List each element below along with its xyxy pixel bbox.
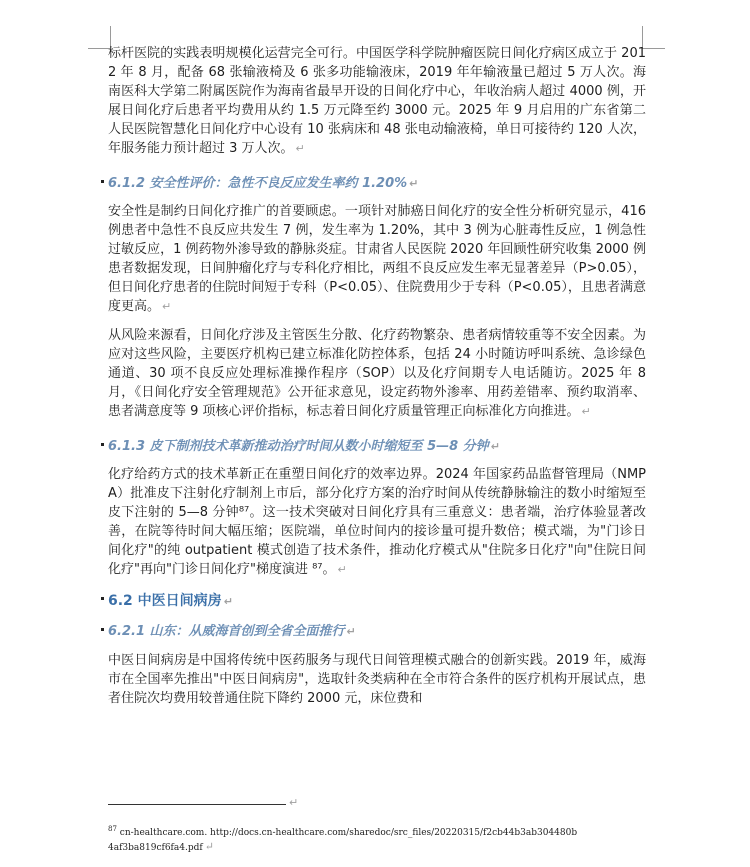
paragraph-subcutaneous: 化疗给药方式的技术革新正在重塑日间化疗的效率边界。2024 年国家药品监督管理局（NMPA）批准皮下注射化疗制剂上市后，部分化疗方案的治疗时间从传统静脉输注的数小时缩短至皮下注射的 5—8 分钟⁸⁷。这一技术突破对日间化疗具有三重意义：患者端，治疗体验显著改善，在院等待时间大幅压缩；医院端，单位时间内的接诊量可提升数倍；模式端，为"门诊日间化疗"的纯 outpatient 模式创造了技术条件，推动化疗模式从"住院多日化疗"向"住院日间化疗"再向"门诊日间化疗"梯度演进 ⁸⁷。 ↵ [108,467,646,577]
paragraph-tcm-day-ward: 中医日间病房是中国将传统中医药服务与现代日间管理模式融合的创新实践。2019 年，威海市在全国率先推出"中医日间病房"，选取针灸类病种在全市符合条件的医疗机构开展试点，患者住院次均费用较普通住院下降约 2000 元，床位费和 [108,653,646,706]
paragraph-mark: ↵ [295,142,305,155]
heading-6-1-2: 6.1.2 安全性评价：急性不良反应发生率约 1.20% ↵ [108,174,646,193]
paragraph-mark: ↵ [289,796,299,809]
paragraph-safety: 安全性是制约日间化疗推广的首要顾虑。一项针对肺癌日间化疗的安全性分析研究显示，416 例患者中急性不良反应共发生 7 例，发生率为 1.20%，其中 3 例为心脏毒性反应，1 例急性过敏反应，1 例药物外渗导致的静脉炎症。甘肃省人民医院 2020 年回顾性研究收集 2000 例患者数据发现，日间肿瘤化疗与专科化疗相比，两组不良反应发生率无显著差异（P>0.05），但日间化疗患者的住院时间短于专科（P<0.05）、住院费用少于专科（P<0.05），且患者满意度更高。 ↵ [108,204,646,314]
paragraph-mark: ↵ [490,440,500,453]
paragraph-mark: ↵ [223,595,233,608]
paragraph-mark: ↵ [409,177,419,190]
paragraph-mark: ↵ [337,563,347,576]
paragraph-mark: ↵ [162,300,172,313]
paragraph-benchmark-hospitals: 标杆医院的实践表明规模化运营完全可行。中国医学科学院肿瘤医院日间化疗病区成立于 2012 年 8 月，配备 68 张输液椅及 6 张多功能输液床，2019 年年输液量已超过 5 万人次。海南医科大学第二附属医院作为海南省最早开设的日间化疗中心，年收治病人超过 4000 例，开展日间化疗后患者平均费用从约 1.5 万元降至约 3000 元。2025 年 9 月启用的广东省第二人民医院智慧化日间化疗中心设有 10 张病床和 48 张电动输液椅，单日可接待约 120 人次，年服务能力预计超过 3 万人次。 ↵ [108,46,646,156]
footnote-text: cn-healthcare.com. http://docs.cn-healthcare.com/sharedoc/src_files/20220315/f2cb44b3ab304480b4af3ba819cf6fa4.pdf [108,828,578,853]
heading-6-2: 6.2 中医日间病房 ↵ [108,591,646,612]
footnote [108,823,578,855]
footnote-separator [108,804,286,805]
paragraph-mark: ↵ [581,405,591,418]
heading-6-2-1: 6.2.1 山东：从威海首创到全省全面推行 ↵ [108,622,646,641]
paragraph-mark: ↵ [204,840,214,853]
heading-bullet [101,443,104,446]
paragraph-risk-sources: 从风险来源看，日间化疗涉及主管医生分散、化疗药物繁杂、患者病情较重等不安全因素。为应对这些风险，主要医疗机构已建立标准化防控体系，包括 24 小时随访呼叫系统、急诊绿色通道、30 项不良反应处理标准操作程序（SOP）以及化疗间期专人电话随访。2025 年 8 月，《日间化疗安全管理规范》公开征求意见，设定药物外渗率、用药差错率、预约取消率、患者满意度等 9 项核心评价指标，标志着日间化疗质量管理正向标准化方向推进。 ↵ [108,328,646,419]
document-body [108,44,646,708]
heading-bullet [101,180,104,183]
heading-6-1-3: 6.1.3 皮下制剂技术革新推动治疗时间从数小时缩短至 5—8 分钟 ↵ [108,437,646,456]
heading-bullet [101,628,104,631]
paragraph-mark: ↵ [346,625,356,638]
footnote-number: 87 [108,825,117,833]
heading-bullet [101,597,104,600]
